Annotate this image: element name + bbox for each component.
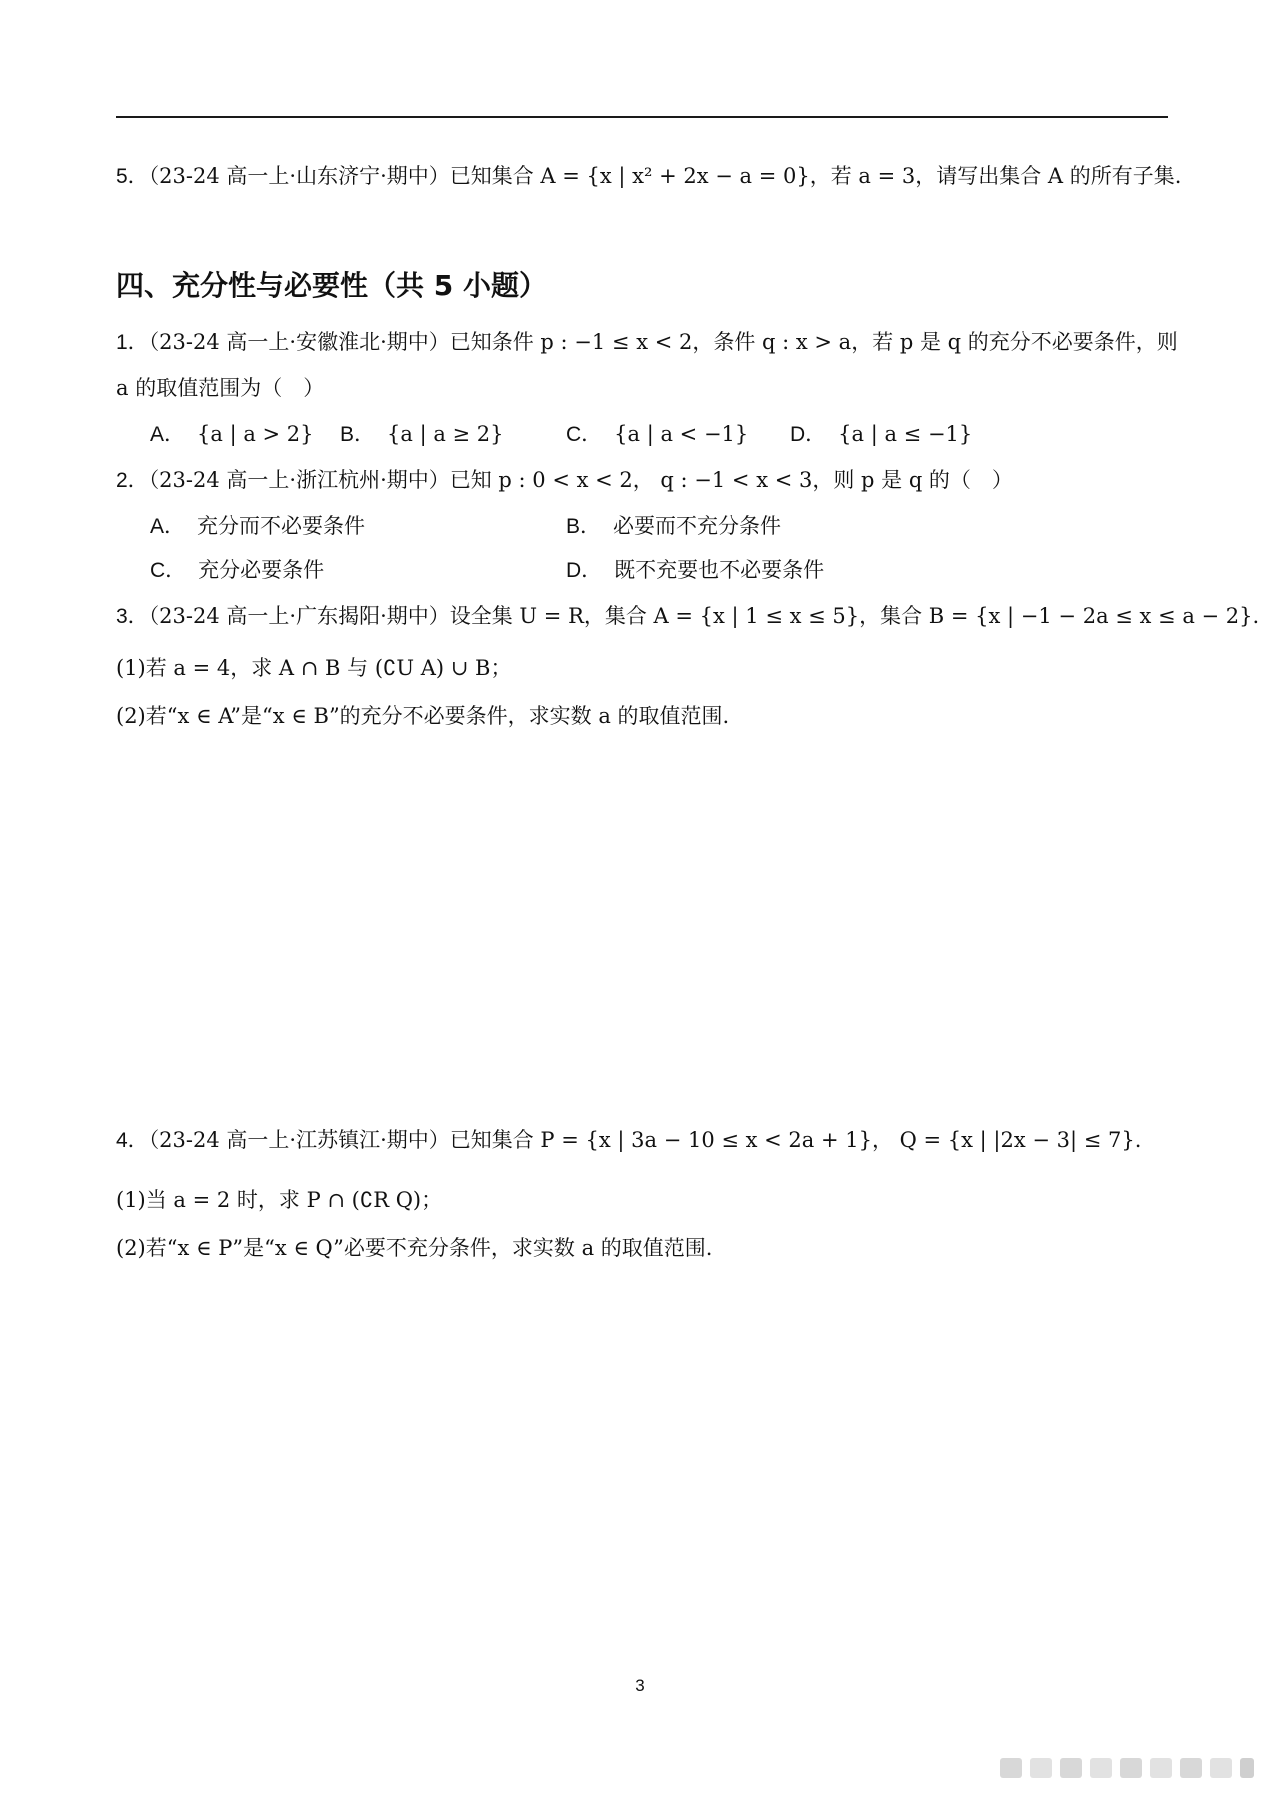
s-question-1 — [116, 328, 1178, 357]
option-b — [340, 420, 504, 449]
option-letter: A． — [150, 515, 186, 538]
question-text: （23-24 高一上·山东济宁·期中）已知集合 A = {x | x² + 2x − a = 0}，若 a = 3，请写出集合 A 的所有子集. — [148, 164, 1182, 188]
option-letter: C． — [150, 559, 187, 582]
question-text: （23-24 高一上·江苏镇江·期中）已知集合 P = {x | 3a − 10 ≤ x < 2a + 1}， Q = {x | |2x − 3| ≤ 7}. — [148, 1128, 1142, 1152]
option-text: {a | a > 2} — [197, 422, 314, 446]
option-a — [150, 512, 365, 541]
s-question-3-part2: (2)若“x ∈ A”是“x ∈ B”的充分不必要条件，求实数 a 的取值范围. — [116, 704, 730, 728]
option-b — [566, 512, 781, 541]
question-number: 5． — [116, 165, 149, 188]
question-number: 3． — [116, 605, 149, 628]
question-number: 2． — [116, 469, 149, 492]
question-5 — [116, 162, 1181, 191]
option-text: 充分必要条件 — [198, 558, 325, 582]
option-c — [150, 556, 324, 585]
option-letter: D． — [790, 423, 827, 446]
option-c — [566, 420, 748, 449]
option-text: 必要而不充分条件 — [613, 514, 782, 538]
s-question-4-part2: (2)若“x ∈ P”是“x ∈ Q”必要不充分条件，求实数 a 的取值范围. — [116, 1236, 713, 1260]
question-text: （23-24 高一上·安徽淮北·期中）已知条件 p : −1 ≤ x < 2，条件 q : x > a，若 p 是 q 的充分不必要条件，则 — [148, 330, 1178, 354]
question-text: （23-24 高一上·广东揭阳·期中）设全集 U = R，集合 A = {x | 1 ≤ x ≤ 5}，集合 B = {x | −1 − 2a ≤ x ≤ a − 2}. — [148, 604, 1260, 628]
option-letter: B． — [340, 423, 376, 446]
question-text: （23-24 高一上·浙江杭州·期中）已知 p : 0 < x < 2， q : −1 < x < 3，则 p 是 q 的（ ） — [148, 468, 1013, 492]
option-letter: A． — [150, 423, 186, 446]
option-d — [566, 556, 824, 585]
option-letter: B． — [566, 515, 602, 538]
question-number: 4． — [116, 1129, 149, 1152]
s-question-1-line2: a 的取值范围为（ ） — [116, 376, 325, 400]
option-letter: D． — [566, 559, 603, 582]
s-question-4 — [116, 1126, 1141, 1155]
scan-artifact-decoration — [990, 1752, 1260, 1782]
option-a — [150, 420, 314, 449]
header-rule — [116, 116, 1168, 118]
option-text: 既不充要也不必要条件 — [614, 558, 825, 582]
option-d — [790, 420, 972, 449]
s-question-4-part1: (1)当 a = 2 时，求 P ∩ (∁R Q)； — [116, 1188, 443, 1212]
option-letter: C． — [566, 423, 603, 446]
option-text: {a | a < −1} — [614, 422, 749, 446]
s-question-2 — [116, 466, 1013, 495]
option-text: {a | a ≤ −1} — [838, 422, 973, 446]
question-number: 1． — [116, 331, 149, 354]
option-text: 充分而不必要条件 — [197, 514, 366, 538]
s-question-3-part1: (1)若 a = 4，求 A ∩ B 与 (∁U A) ∪ B； — [116, 656, 512, 680]
section-title: 四、充分性与必要性（共 5 小题） — [116, 269, 547, 302]
s-question-3 — [116, 602, 1259, 631]
page-number: 3 — [635, 1676, 645, 1695]
option-text: {a | a ≥ 2} — [387, 422, 504, 446]
